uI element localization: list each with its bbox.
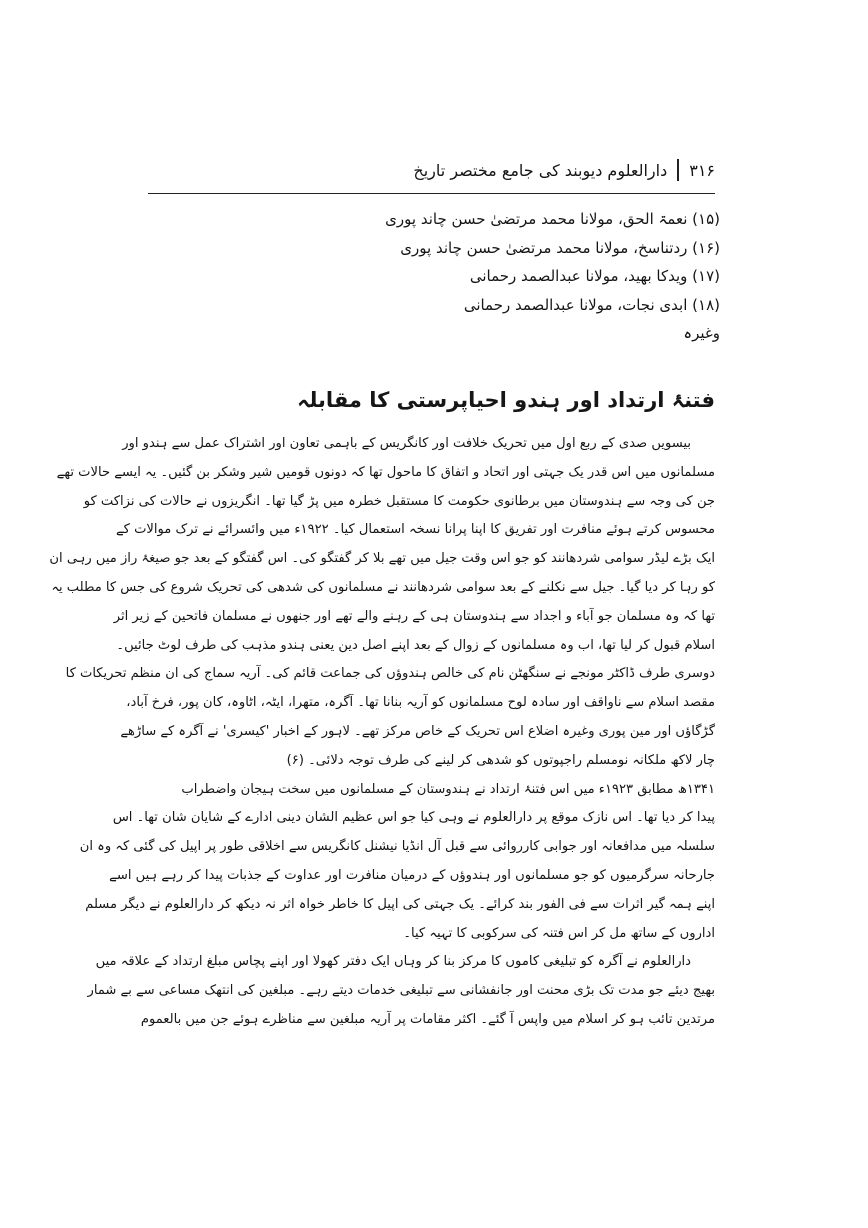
text-line: مسلمانوں میں اس قدر یک جہتی اور اتحاد و اتفاق کا ماحول تھا کہ دونوں قومیں شیر وشکر بن گئیں۔ یہ ایسے حالات تھے: [56, 464, 715, 480]
text-line: بھیج دیئے جو مدت تک بڑی محنت اور جانفشانی سے تبلیغی خدمات دیتے رہے۔ مبلغین کی انتھک مساعی سے بے شمار: [87, 983, 715, 999]
text-line: چار لاکھ ملکانہ نومسلم راجپوتوں کو شدھی کر لینے کی طرف توجہ دلائی۔ (۶): [286, 752, 715, 768]
text-line: ۱۳۴۱ھ مطابق ۱۹۲۳ء میں اس فتنۂ ارتداد نے ہندوستان کے مسلمانوں میں سخت ہیجان واضطراب: [181, 781, 715, 797]
section-heading: فتنۂ ارتداد اور ہندو احیاپرستی کا مقابلہ: [297, 388, 715, 412]
list-item: (۱۷) ویدکا بھید، مولانا عبدالصمد رحمانی: [469, 267, 720, 285]
paragraph-2: [79, 776, 715, 949]
body-text: [49, 430, 715, 1035]
list-item-etc: وغیرہ: [683, 324, 720, 342]
paragraph-1: [49, 430, 715, 776]
text-line: مقصد اسلام سے ناواقف اور سادہ لوح مسلمانوں کو آریہ بنانا تھا۔ آگرہ، متھرا، ایٹہ، اٹاوہ، کان پور، فرخ آباد،: [126, 695, 715, 711]
text-line: پیدا کر دیا تھا۔ اس نازک موقع پر دارالعلوم نے وہی کیا جو اس عظیم الشان دینی ادارے کے شایان شان تھا۔ اس: [112, 810, 715, 826]
book-list: [320, 205, 720, 348]
text-line: سلسلہ میں مدافعانہ اور جوابی کارروائی سے قبل آل انڈیا نیشنل کانگریس سے اخلاقی طور پر اپیل کی گئی کہ وہ ان: [79, 839, 715, 855]
text-line: ایک بڑے لیڈر سوامی شردھانند کو جو اس وقت جیل میں تھے بلا کر گفتگو کی۔ اس گفتگو کے بعد جو صیغۂ راز میں رہی ان: [49, 551, 715, 567]
list-item: (۱۶) ردتناسخ، مولانا محمد مرتضیٰ حسن چاند پوری: [400, 238, 720, 257]
running-header: [148, 150, 715, 190]
text-line: اپنے ہمہ گیر اثرات سے فی الفور بند کرائے۔ یک جہتی کی اپیل کا خاطر خواہ اثر نہ دیکھ کر دارالعلوم نے دیگر مسلم: [85, 896, 715, 912]
text-line: اسلام قبول کر لیا تھا، اب وہ مسلمانوں کے زوال کے بعد اپنے اصل دین یعنی ہندو مذہب کی طرف لوٹ جائیں۔: [116, 637, 715, 653]
text-line: محسوس کرتے ہوئے منافرت اور تفریق کا اپنا پرانا نسخہ استعمال کیا۔ ۱۹۲۲ء میں وائسرائے نے ترک موالات کے: [116, 522, 715, 538]
text-line: بیسویں صدی کے ربع اول میں تحریک خلافت اور کانگریس کے باہمی تعاون اور اشتراک عمل سے ہندو اور: [122, 436, 691, 451]
book-title: دارالعلوم دیوبند کی جامع مختصر تاریخ: [413, 160, 668, 180]
text-line: جن کی وجہ سے ہندوستان میں برطانوی حکومت کا مستقبل خطرہ میں پڑ گیا تھا۔ انگریزوں نے حالات کی نزاکت کو: [83, 493, 715, 509]
text-line: اداروں کے ساتھ مل کر اس فتنہ کی سرکوبی کا تہیہ کیا۔: [403, 925, 715, 941]
text-line: جارحانہ سرگرمیوں کو جو مسلمانوں اور ہندوؤں کے درمیان منافرت اور عداوت کے جذبات پیدا کر رہے ہیں اسے: [109, 867, 715, 883]
text-line: کو رہا کر دیا گیا۔ جیل سے نکلنے کے بعد سوامی شردھانند نے مسلمانوں کی شدھی کی تحریک شروع کی جس کا مطلب یہ: [51, 579, 715, 595]
header-separator: [677, 159, 679, 181]
text-line: تھا کہ وہ مسلمان جو آباء و اجداد سے ہندوستان ہی کے رہنے والے تھے اور جنھوں نے مسلمان فاتحین کے زیر اثر: [113, 608, 715, 624]
text-line: دوسری طرف ڈاکٹر مونجے نے سنگھٹن نام کی خالص ہندوؤں کی جماعت قائم کی۔ آریہ سماج کی ان منظم تحریکات کا: [65, 666, 715, 682]
text-line: دارالعلوم نے آگرہ کو تبلیغی کاموں کا مرکز بنا کر وہاں ایک دفتر کھولا اور اپنے پچاس مبلغ ارتداد کے علاقہ میں: [95, 954, 691, 970]
list-item: (۱۸) ابدی نجات، مولانا عبدالصمد رحمانی: [463, 295, 720, 314]
paragraph-3: [87, 948, 715, 1034]
page-number: ۳۱۶: [689, 160, 715, 180]
header-rule: [148, 193, 715, 194]
list-item: (۱۵) نعمۃ الحق، مولانا محمد مرتضیٰ حسن چاند پوری: [385, 210, 720, 228]
text-line: گڑگاؤں اور مین پوری وغیرہ اضلاع اس تحریک کے خاص مرکز تھے۔ لاہور کے اخبار 'کیسری' نے آگرہ کے ساڑھے: [120, 723, 715, 739]
text-line: مرتدین تائب ہو کر اسلام میں واپس آ گئے۔ اکثر مقامات پر آریہ مبلغین سے مناظرے ہوئے جن میں بالعموم: [140, 1011, 715, 1027]
